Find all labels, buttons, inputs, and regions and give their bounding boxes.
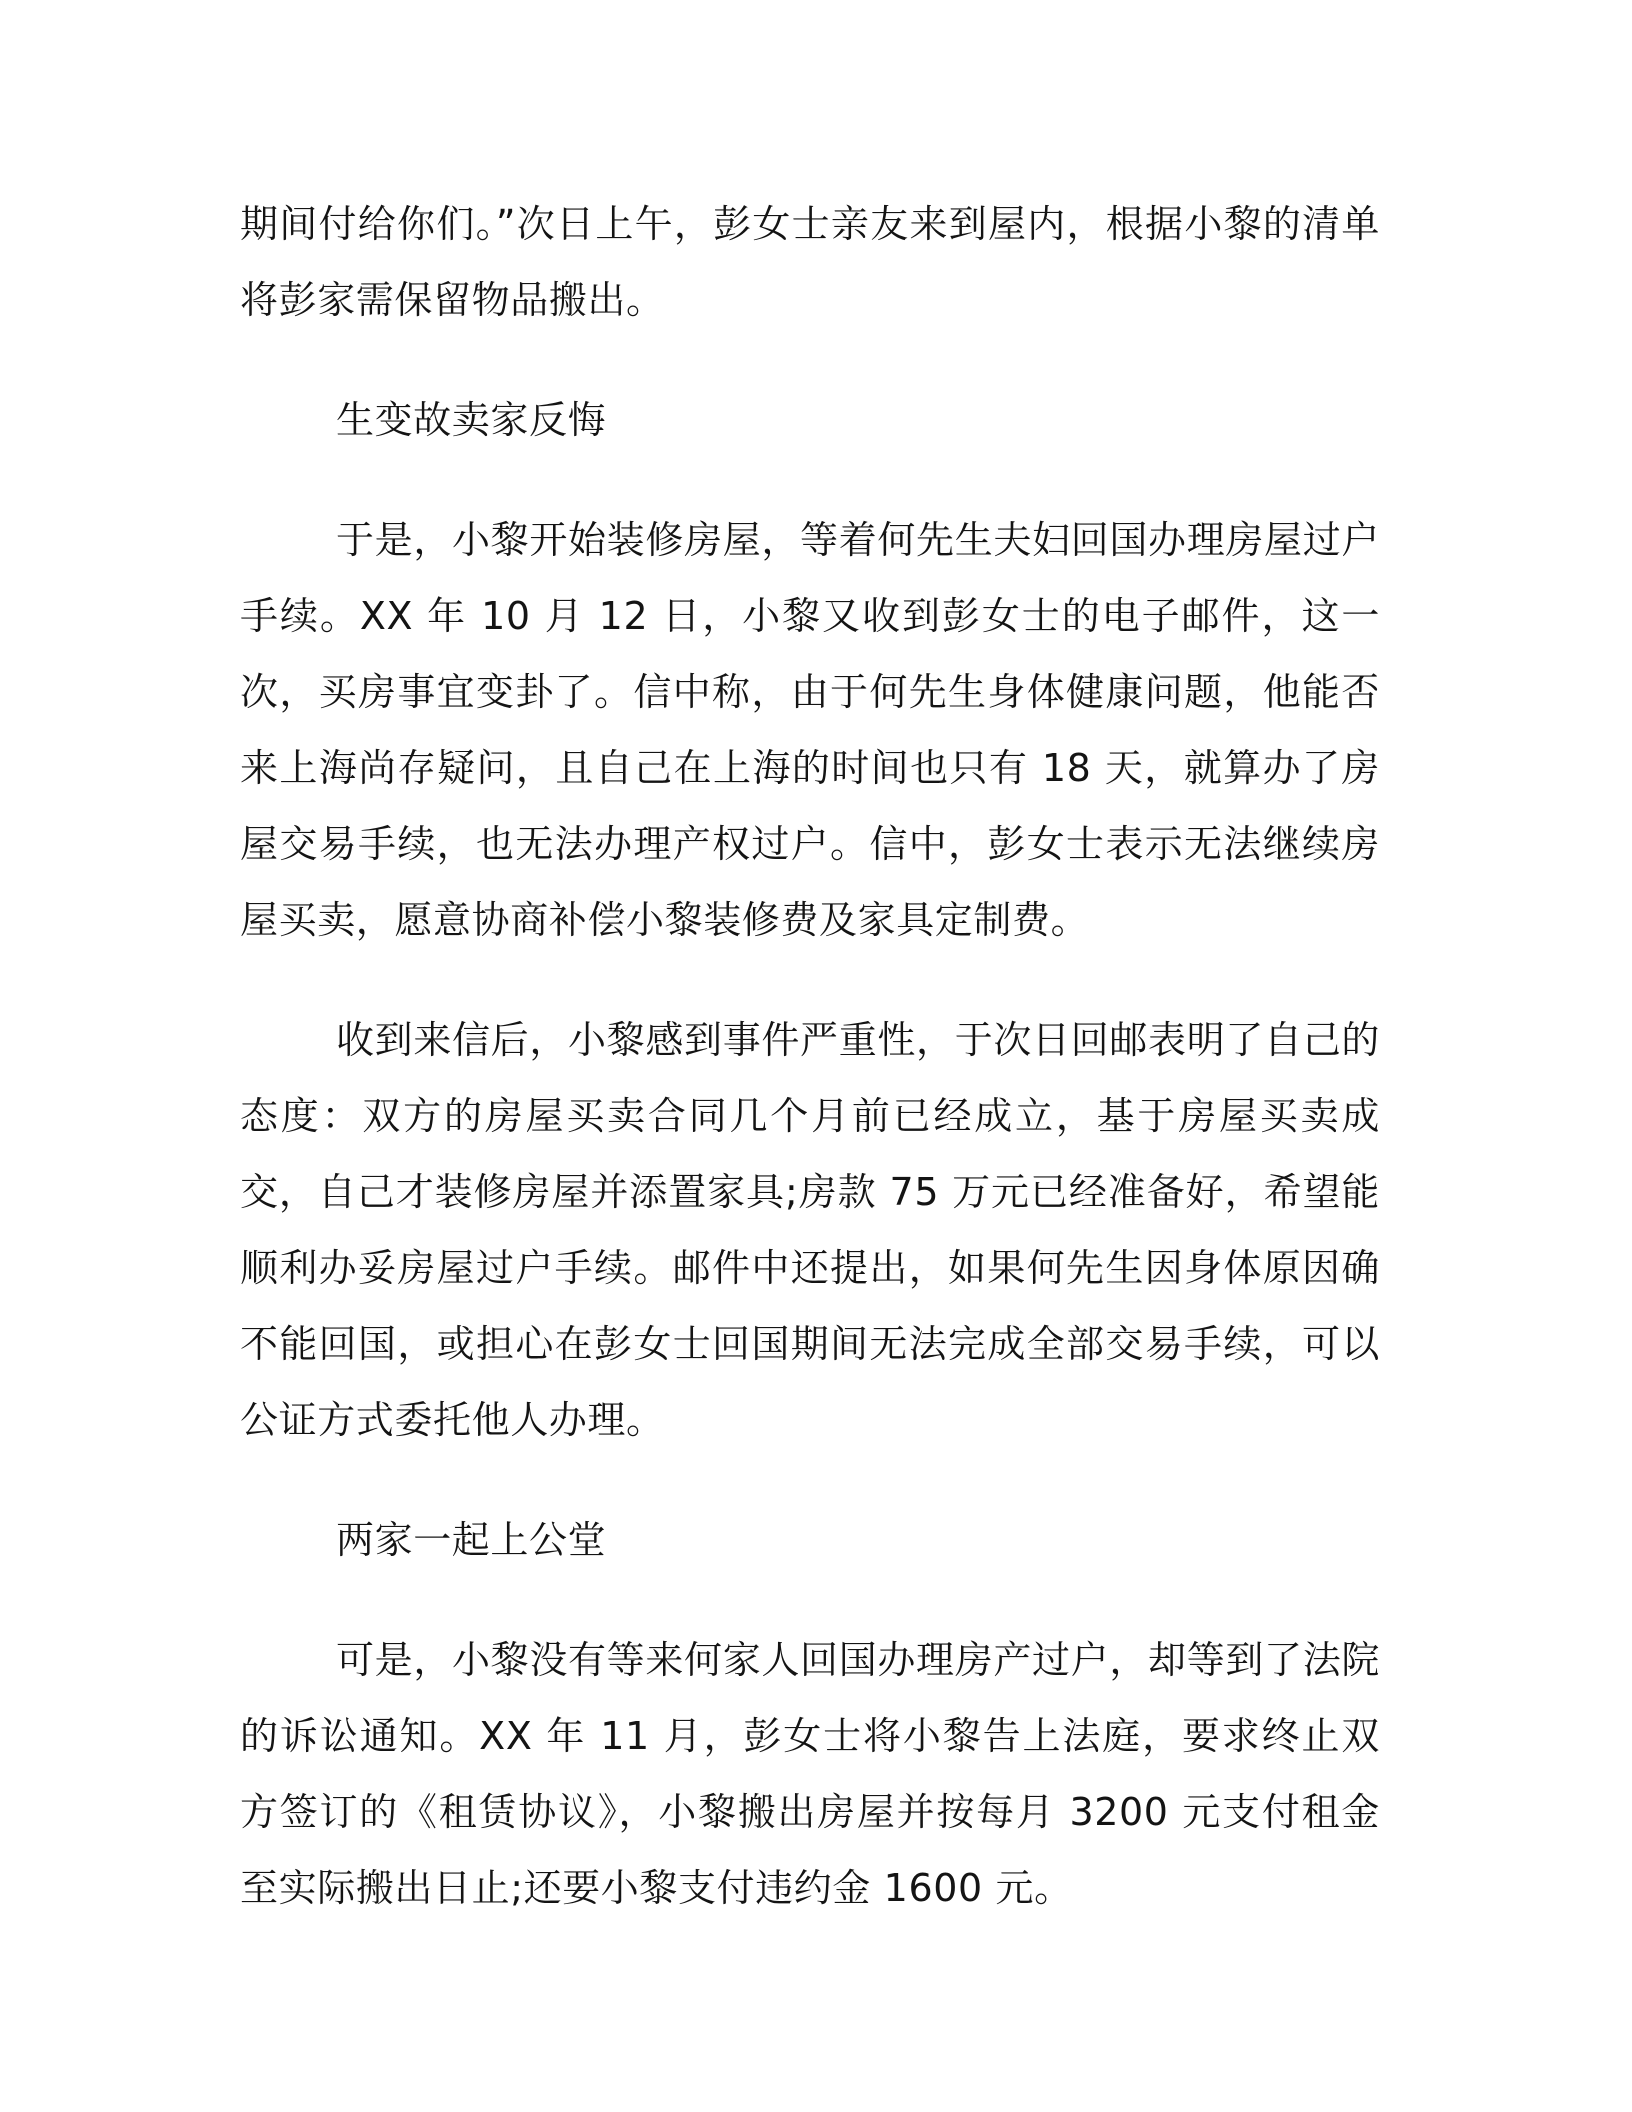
paragraph-lawsuit: 可是，小黎没有等来何家人回国办理房产过户，却等到了法院的诉讼通知。XX 年 11 月，彭女士将小黎告上法庭，要求终止双方签订的《租赁协议》，小黎搬出房屋并按每月 3200 元支付租金至实际搬出日止;还要小黎支付违约金 1600 元。	[240, 1638, 1380, 1910]
paragraph-renovation: 于是，小黎开始装修房屋，等着何先生夫妇回国办理房屋过户手续。XX 年 10 月 12 日，小黎又收到彭女士的电子邮件，这一次，买房事宜变卦了。信中称，由于何先生身体健康问题，他能否来上海尚存疑问，且自己在上海的时间也只有 18 天，就算办了房屋交易手续，也无法办理产权过户。信中，彭女士表示无法继续房屋买卖，愿意协商补偿小黎装修费及家具定制费。	[240, 518, 1380, 942]
paragraph-continuation: 期间付给你们。”次日上午，彭女士亲友来到屋内，根据小黎的清单将彭家需保留物品搬出。	[240, 202, 1380, 322]
section-heading-court: 两家一起上公堂	[336, 1518, 607, 1562]
document-body	[240, 186, 1380, 1970]
paragraph-reply-email: 收到来信后，小黎感到事件严重性，于次日回邮表明了自己的态度：双方的房屋买卖合同几个月前已经成立，基于房屋买卖成交，自己才装修房屋并添置家具;房款 75 万元已经准备好，希望能顺利办妥房屋过户手续。邮件中还提出，如果何先生因身体原因确不能回国，或担心在彭女士回国期间无法完成全部交易手续，可以公证方式委托他人办理。	[240, 1018, 1380, 1442]
section-heading-seller-regrets: 生变故卖家反悔	[336, 398, 607, 442]
